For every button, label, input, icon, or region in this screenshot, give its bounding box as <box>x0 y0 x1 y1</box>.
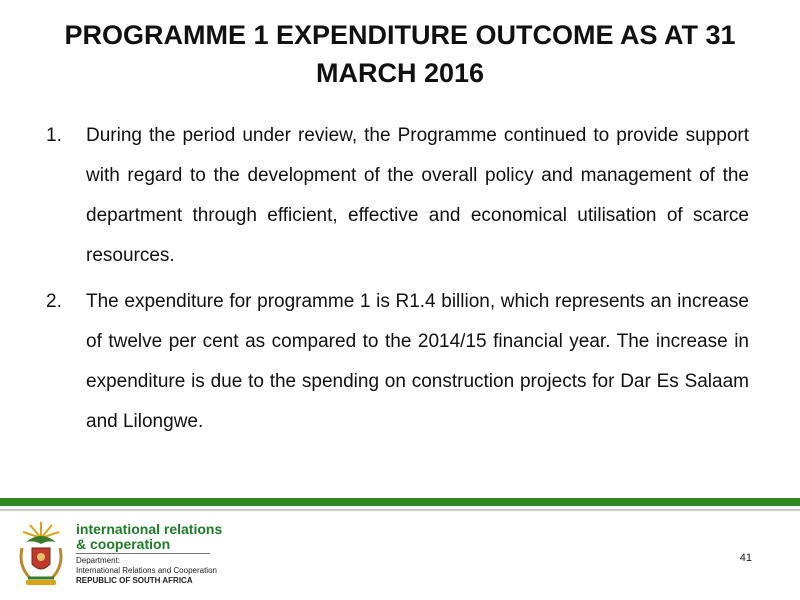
list-item-text: During the period under review, the Programme continued to provide support with regard to the development of the overall policy and management of the department through efficient, effective and economical utilisation of scarce resources. <box>86 125 749 266</box>
brand-line-1: international relations <box>76 521 223 537</box>
bullet-list <box>40 116 749 448</box>
dept-line-3: REPUBLIC OF SOUTH AFRICA <box>76 576 193 585</box>
page-number: 41 <box>739 552 752 564</box>
footer-gray-rule <box>0 509 800 511</box>
brand-divider <box>76 553 210 554</box>
list-item-number: 1. <box>46 125 62 146</box>
brand-line-2: & cooperation <box>76 536 171 552</box>
list-item <box>40 282 749 442</box>
slide-title: PROGRAMME 1 EXPENDITURE OUTCOME AS AT 31 MARCH 2016 <box>64 20 736 88</box>
department-logo <box>16 518 246 590</box>
list-item <box>40 116 749 276</box>
coat-of-arms-icon <box>16 520 66 586</box>
dept-line-2: International Relations and Cooperation <box>76 566 217 575</box>
footer-green-rule <box>0 498 800 506</box>
brand-wordmark <box>76 522 246 552</box>
department-name <box>76 556 246 586</box>
list-item-number: 2. <box>46 291 62 312</box>
list-item-text: The expenditure for programme 1 is R1.4 billion, which represents an increase of twelve per cent as compared to the 2014/15 financial year. The increase in expenditure is due to the spending on construction projects for Dar Es Salaam and Lilongwe. <box>86 291 749 432</box>
dept-line-1: Department: <box>76 556 121 565</box>
